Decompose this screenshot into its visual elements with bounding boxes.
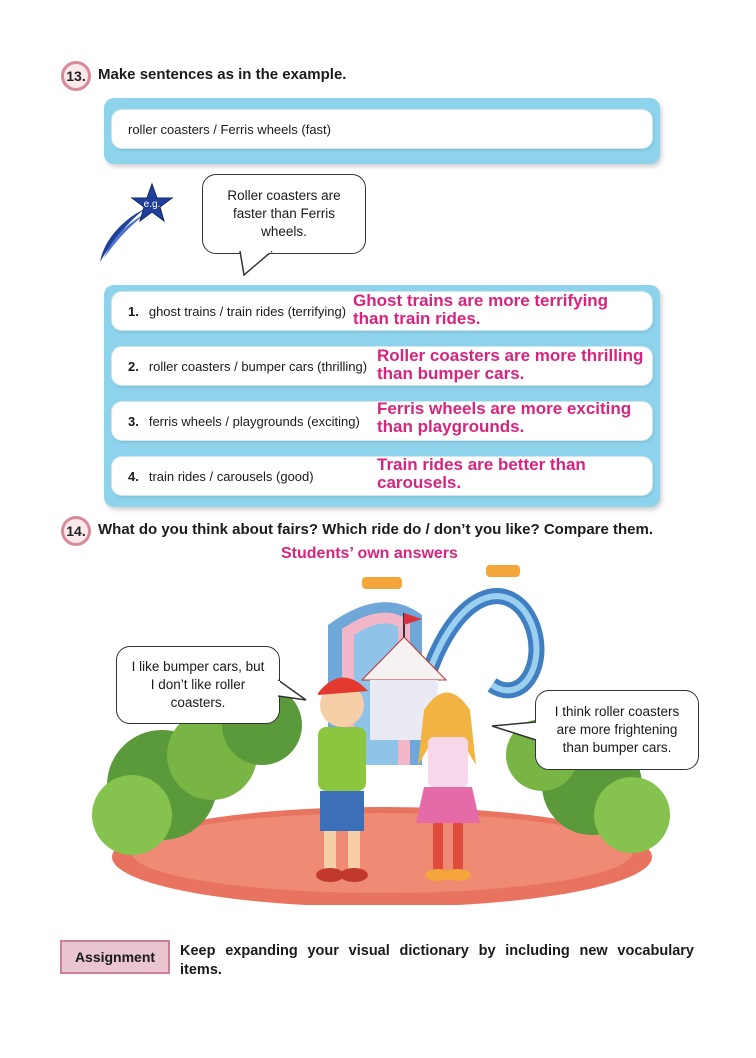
item-prompt-2: roller coasters / bumper cars (thrilling)	[148, 358, 368, 374]
exercise-13-number: 13.	[61, 61, 91, 91]
boy-speech-bubble	[116, 646, 280, 724]
exercise-14-title: What do you think about fairs? Which ride do / don’t you like? Compare them.	[98, 521, 654, 538]
item-prompt-4: train rides / carousels (good)	[148, 468, 314, 484]
item-answer-4: Train rides are better than carousels.	[377, 455, 586, 492]
item-answer-3: Ferris wheels are more exciting than playgrounds.	[377, 399, 632, 436]
exercise-13-title: Make sentences as in the example.	[98, 66, 347, 83]
item-number-2: 2.	[128, 358, 139, 374]
example-answer-bubble	[202, 174, 366, 254]
item-number-1: 1.	[128, 303, 139, 319]
example-star-icon	[96, 180, 176, 266]
exercise-14-number: 14.	[61, 516, 91, 546]
item-answer-2: Roller coasters are more thrilling than bumper cars.	[377, 346, 644, 383]
item-prompt-1: ghost trains / train rides (terrifying)	[148, 303, 347, 319]
boy-speech-text: I like bumper cars, but I don’t like roller coasters.	[131, 659, 265, 710]
item-number-4: 4.	[128, 468, 139, 484]
assignment-text: Keep expanding your visual dictionary by including new vocabulary items.	[180, 943, 694, 978]
example-prompt-row	[112, 110, 652, 148]
example-answer: Roller coasters are faster than Ferris wheels.	[227, 188, 341, 239]
example-prompt: roller coasters / Ferris wheels (fast)	[128, 121, 331, 137]
assignment-label: Assignment	[60, 940, 170, 974]
boy-bubble-tail	[278, 676, 308, 702]
girl-speech-text: I think roller coasters are more frightening than bumper cars.	[554, 704, 680, 755]
item-answer-1: Ghost trains are more terrifying than train rides.	[353, 291, 609, 328]
students-own-answers: Students’ own answers	[281, 545, 458, 562]
item-number-3: 3.	[128, 413, 139, 429]
item-prompt-3: ferris wheels / playgrounds (exciting)	[148, 413, 360, 429]
girl-speech-bubble	[535, 690, 699, 770]
example-badge: e.g.	[143, 199, 161, 210]
example-panel	[104, 98, 660, 164]
bubble-tail	[238, 251, 278, 277]
girl-bubble-tail	[490, 718, 538, 744]
